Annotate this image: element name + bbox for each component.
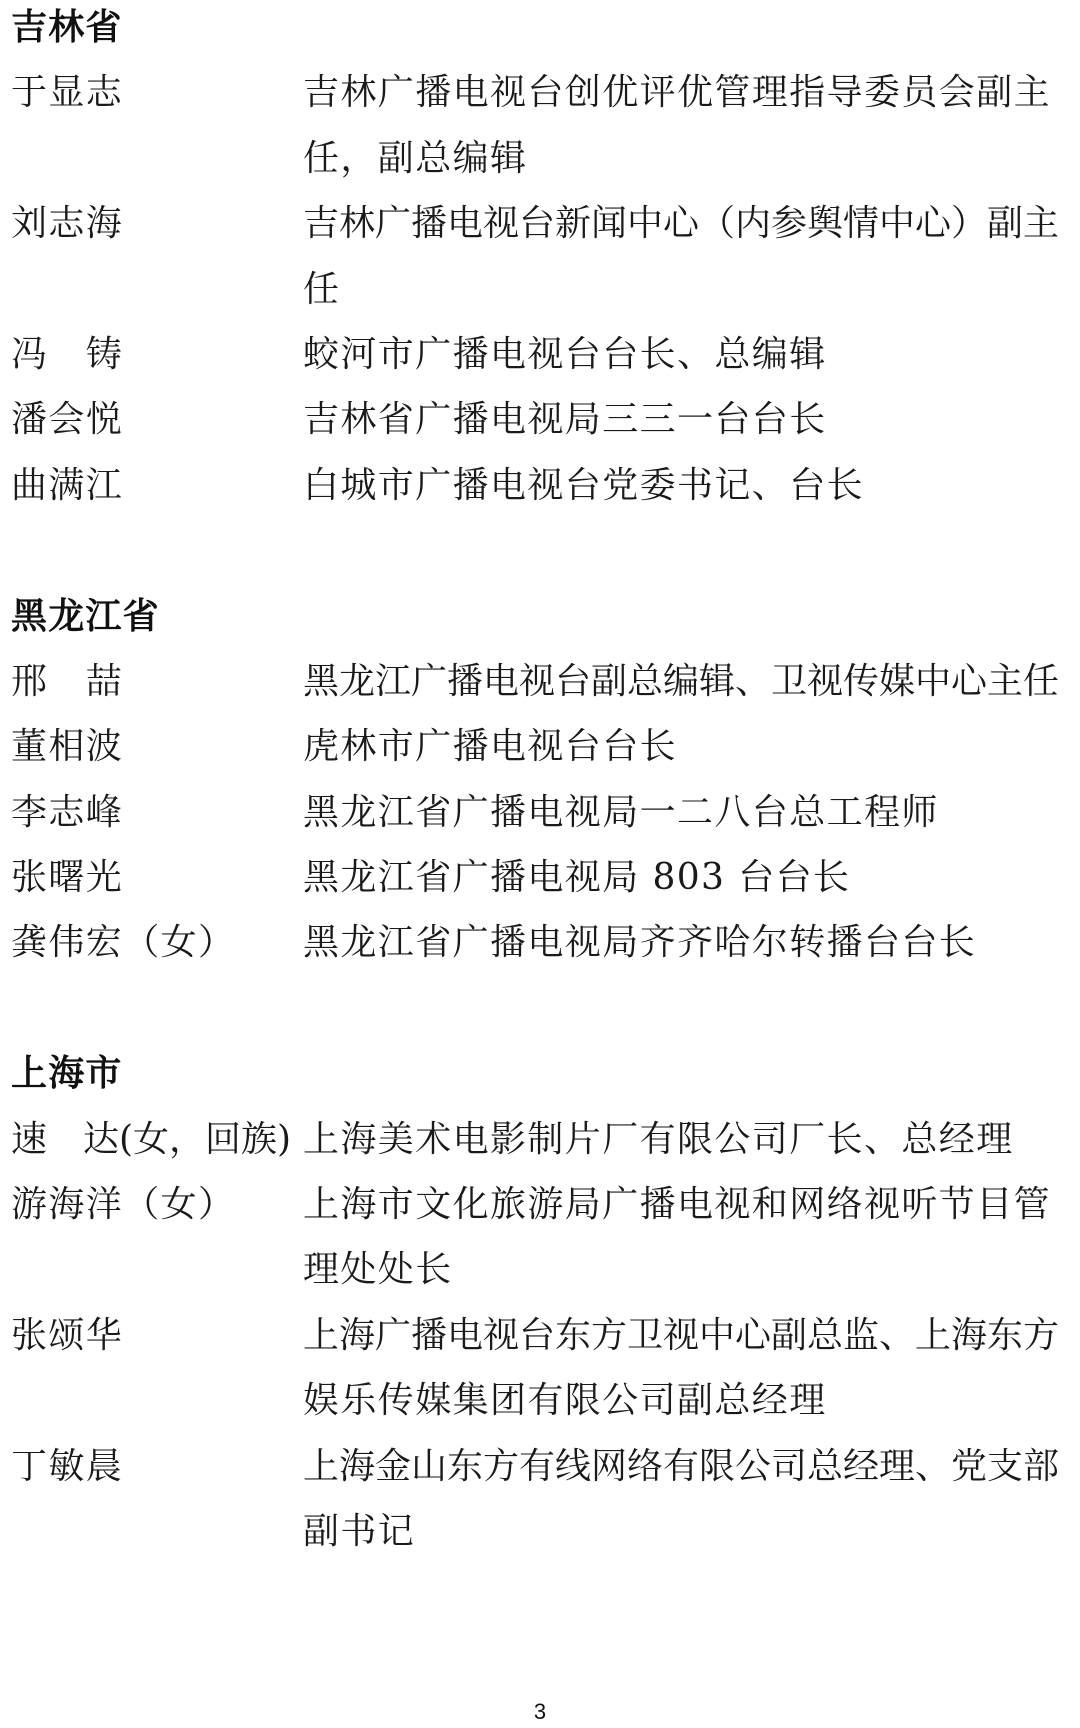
person-name: 冯 铸 bbox=[11, 333, 124, 375]
person-name: 张曙光 bbox=[11, 857, 124, 899]
entry-row bbox=[0, 60, 1080, 191]
person-title-line: 蛟河市广播电视台台长、总编辑 bbox=[303, 333, 827, 375]
person-title-line: 白城市广播电视台党委书记、台长 bbox=[303, 464, 865, 506]
entry-row bbox=[0, 1107, 1080, 1172]
person-title bbox=[303, 845, 1073, 910]
entry-row bbox=[0, 780, 1080, 845]
entry-row bbox=[0, 649, 1080, 714]
person-name: 张颂华 bbox=[11, 1314, 124, 1356]
section-heading: 黑龙江省 bbox=[11, 595, 160, 637]
section-heilongjiang bbox=[0, 584, 1080, 976]
person-title-line: 虎林市广播电视台台长 bbox=[303, 726, 678, 768]
person-title-line: 任 bbox=[303, 268, 341, 310]
person-title bbox=[303, 191, 1073, 322]
person-title-line: 上海市文化旅游局广播电视和网络视听节目管 bbox=[303, 1184, 1052, 1226]
entry-row bbox=[0, 845, 1080, 910]
person-title bbox=[303, 1434, 1073, 1565]
person-title-line: 吉林省广播电视局三三一台台长 bbox=[303, 399, 827, 441]
person-name: 丁敏晨 bbox=[11, 1445, 124, 1487]
person-title-line: 吉林广播电视台创优评优管理指导委员会副主 bbox=[303, 72, 1052, 114]
person-title bbox=[303, 322, 1073, 387]
person-name: 龚伟宏（女） bbox=[11, 922, 236, 964]
section-jilin bbox=[0, 0, 1080, 518]
section-heading: 吉林省 bbox=[11, 7, 123, 48]
person-title-line: 吉林广播电视台新闻中心（内参舆情中心）副主 bbox=[303, 203, 1060, 245]
person-title bbox=[303, 780, 1073, 845]
person-name: 游海洋（女） bbox=[11, 1184, 236, 1226]
person-name: 董相波 bbox=[11, 726, 124, 768]
person-title-line: 黑龙江广播电视台副总编辑、卫视传媒中心主任 bbox=[303, 660, 1060, 702]
entry-row bbox=[0, 1172, 1080, 1303]
section-shanghai bbox=[0, 1041, 1080, 1564]
person-title bbox=[303, 453, 1073, 518]
person-name: 李志峰 bbox=[11, 791, 124, 833]
person-title bbox=[303, 910, 1073, 975]
person-title bbox=[303, 1172, 1073, 1303]
entry-row bbox=[0, 387, 1080, 452]
entry-row bbox=[0, 453, 1080, 518]
entry-row bbox=[0, 1434, 1080, 1565]
person-title-line: 任，副总编辑 bbox=[303, 137, 528, 179]
person-name: 邢 喆 bbox=[11, 660, 124, 702]
entry-row bbox=[0, 322, 1080, 387]
person-name: 于显志 bbox=[11, 72, 124, 114]
person-title-line: 黑龙江省广播电视局 803 台台长 bbox=[303, 857, 851, 899]
person-title bbox=[303, 60, 1073, 191]
section-heading: 上海市 bbox=[11, 1053, 123, 1095]
person-title-line: 理处处长 bbox=[303, 1249, 453, 1291]
person-title bbox=[303, 387, 1073, 452]
entry-row bbox=[0, 714, 1080, 779]
person-title bbox=[303, 1107, 1073, 1172]
person-title-line: 黑龙江省广播电视局一二八台总工程师 bbox=[303, 791, 939, 833]
person-title-line: 上海美术电影制片厂有限公司厂长、总经理 bbox=[303, 1118, 1014, 1160]
person-title-line: 上海广播电视台东方卫视中心副总监、上海东方 bbox=[303, 1314, 1060, 1356]
person-title-line: 娱乐传媒集团有限公司副总经理 bbox=[303, 1380, 827, 1422]
person-name: 潘会悦 bbox=[11, 399, 124, 441]
person-title-line: 副书记 bbox=[303, 1510, 416, 1552]
page-number: 3 bbox=[533, 1699, 547, 1724]
entry-row bbox=[0, 191, 1080, 322]
person-name: 曲满江 bbox=[11, 464, 124, 506]
person-title bbox=[303, 1303, 1073, 1434]
person-name: 速 达(女，回族) bbox=[11, 1118, 292, 1160]
entry-row bbox=[0, 910, 1080, 975]
entry-row bbox=[0, 1303, 1080, 1434]
person-title-line: 上海金山东方有线网络有限公司总经理、党支部 bbox=[303, 1445, 1060, 1487]
person-title bbox=[303, 714, 1073, 779]
person-title-line: 黑龙江省广播电视局齐齐哈尔转播台台长 bbox=[303, 922, 977, 964]
person-title bbox=[303, 649, 1073, 714]
person-name: 刘志海 bbox=[11, 203, 124, 245]
